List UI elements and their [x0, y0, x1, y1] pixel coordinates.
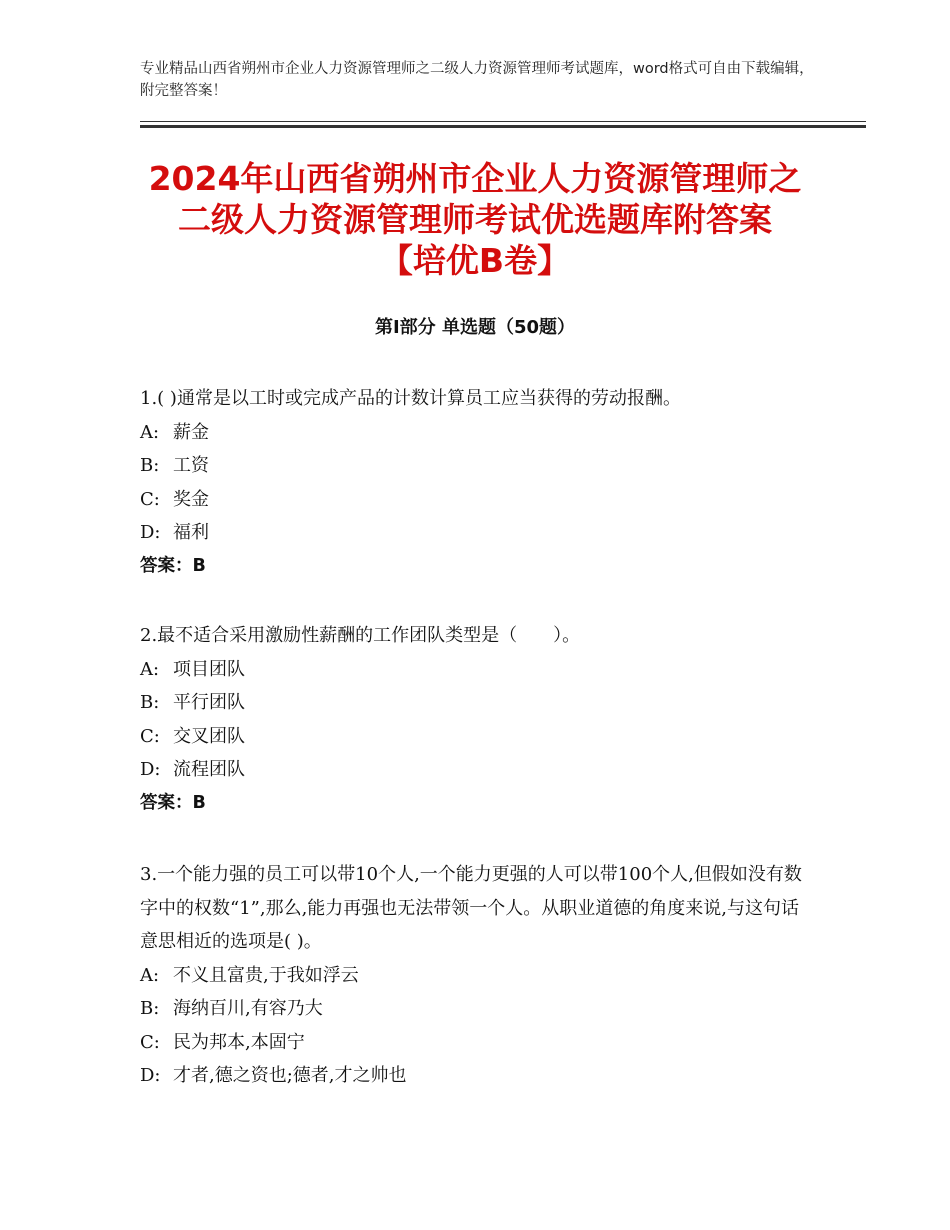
option-key: A: [140, 964, 160, 986]
option-key: C: [140, 488, 160, 510]
question-stem: 1.( )通常是以工时或完成产品的计数计算员工应当获得的劳动报酬。 [140, 388, 681, 409]
option-text: 流程团队 [173, 759, 245, 780]
option-d [140, 516, 810, 550]
option-text: 海纳百川,有容乃大 [173, 998, 323, 1019]
header-note: 专业精品山西省朔州市企业人力资源管理师之二级人力资源管理师考试题库，word格式可自由下载编辑，附完整答案！ [140, 61, 814, 99]
option-key: D: [140, 759, 161, 780]
answer: 答案：B [140, 792, 206, 813]
option-d [140, 1059, 810, 1093]
option-key: D: [140, 522, 161, 543]
section-title: 第Ⅰ部分 单选题（50题） [374, 317, 575, 338]
option-c [140, 483, 810, 517]
option-key: A: [140, 658, 160, 680]
header-rule-thick [140, 125, 866, 128]
answer: 答案：B [140, 555, 206, 576]
option-text: 交叉团队 [173, 725, 245, 747]
question-stem: 2.最不适合采用激励性薪酬的工作团队类型是（ ）。 [140, 625, 581, 646]
option-text: 工资 [173, 455, 209, 476]
option-text: 福利 [173, 522, 209, 543]
question-3 [140, 858, 810, 1093]
document-title [100, 158, 850, 281]
option-b [140, 449, 810, 483]
option-key: B: [140, 455, 160, 476]
option-a [140, 653, 810, 687]
title-line-2: 二级人力资源管理师考试优选题库附答案 [178, 200, 772, 239]
title-line-3: 【培优B卷】 [379, 241, 571, 280]
option-key: B: [140, 692, 160, 713]
option-text: 平行团队 [173, 692, 245, 713]
option-b [140, 992, 810, 1026]
option-key: C: [140, 1031, 160, 1053]
option-text: 项目团队 [173, 658, 245, 680]
option-key: C: [140, 725, 160, 747]
option-key: B: [140, 998, 160, 1019]
option-c [140, 1026, 810, 1060]
option-text: 奖金 [173, 488, 209, 510]
option-text: 不义且富贵,于我如浮云 [173, 964, 359, 986]
title-line-1: 2024年山西省朔州市企业人力资源管理师之 [148, 159, 802, 198]
question-stem: 3.一个能力强的员工可以带10个人,一个能力更强的人可以带100个人,但假如没有数字中的权数“1”,那么,能力再强也无法带领一个人。从职业道德的角度来说,与这句话意思相近的选项是( )。 [140, 864, 802, 952]
option-text: 民为邦本,本固宁 [173, 1031, 305, 1053]
option-c [140, 720, 810, 754]
option-a [140, 959, 810, 993]
question-2 [140, 619, 810, 820]
option-key: A: [140, 421, 160, 443]
option-text: 才者,德之资也;德者,才之帅也 [173, 1065, 407, 1086]
option-key: D: [140, 1065, 161, 1086]
option-a [140, 416, 810, 450]
option-text: 薪金 [173, 421, 209, 443]
header-rule-thin [140, 121, 866, 122]
option-d [140, 753, 810, 787]
question-1 [140, 382, 810, 583]
option-b [140, 686, 810, 720]
